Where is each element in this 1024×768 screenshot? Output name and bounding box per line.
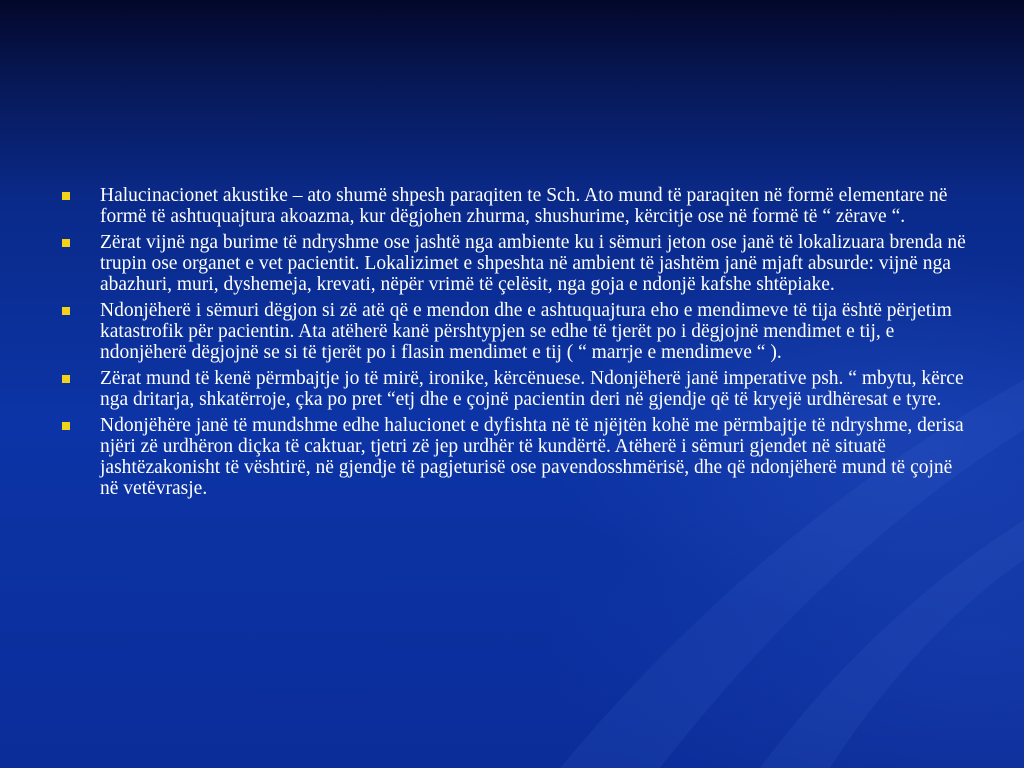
bullet-item: [62, 232, 972, 295]
square-bullet-icon: [62, 239, 70, 247]
square-bullet-icon: [62, 192, 70, 200]
bullet-text: Zërat vijnë nga burime të ndryshme ose jashtë nga ambiente ku i sëmuri jeton ose janë të lokalizuara brenda në trupin ose organet e vet pacientit. Lokalizimet e shpeshta në ambient të jashtëm janë mjaft absurde: vijnë nga abazhuri, muri, dyshemeja, krevati, nëpër vrimë të çelësit, nga goja e ndonjë kafshe shtëpiake.: [100, 232, 966, 295]
bullet-list: [62, 185, 972, 499]
bullet-item: [62, 185, 972, 227]
bullet-item: [62, 368, 972, 410]
bullet-text: Ndonjëhëre janë të mundshme edhe halucionet e dyfishta në të njëjtën kohë me përmbajtje të ndryshme, derisa njëri zë urdhëron diçka të caktuar, tjetri zë jep urdhër të kundërtë. Atëherë i sëmuri gjendet në situatë jashtëzakonisht të vështirë, në gjendje të pagjeturisë ose pavendosshmërisë, dhe që ndonjëherë mund të çojnë në vetëvrasje.: [100, 415, 964, 499]
bullet-text: Zërat mund të kenë përmbajtje jo të mirë, ironike, kërcënuese. Ndonjëherë janë imperative psh. “ mbytu, kërce nga dritarja, shkatërroje, çka po pret “etj dhe e çojnë pacientin deri në gjendje që të kryejë urdhëresat e tyre.: [100, 368, 964, 410]
square-bullet-icon: [62, 307, 70, 315]
square-bullet-icon: [62, 375, 70, 383]
bullet-text: Halucinacionet akustike – ato shumë shpesh paraqiten te Sch. Ato mund të paraqiten në formë elementare në formë të ashtuquajtura akoazma, kur dëgjohen zhurma, shushurime, kërcitje ose në formë të “ zërave “.: [100, 185, 948, 227]
slide-content: [62, 185, 972, 504]
bullet-item: [62, 300, 972, 363]
bullet-item: [62, 415, 972, 499]
bullet-text: Ndonjëherë i sëmuri dëgjon si zë atë që e mendon dhe e ashtuquajtura eho e mendimeve të tija është përjetim katastrofik për pacientin. Ata atëherë kanë përshtypjen se edhe të tjerët po i dëgjojnë mendimet e tij, e ndonjëherë dëgjojnë se si të tjerët po i flasin mendimet e tij ( “ marrje e mendimeve “ ).: [100, 300, 952, 363]
square-bullet-icon: [62, 422, 70, 430]
